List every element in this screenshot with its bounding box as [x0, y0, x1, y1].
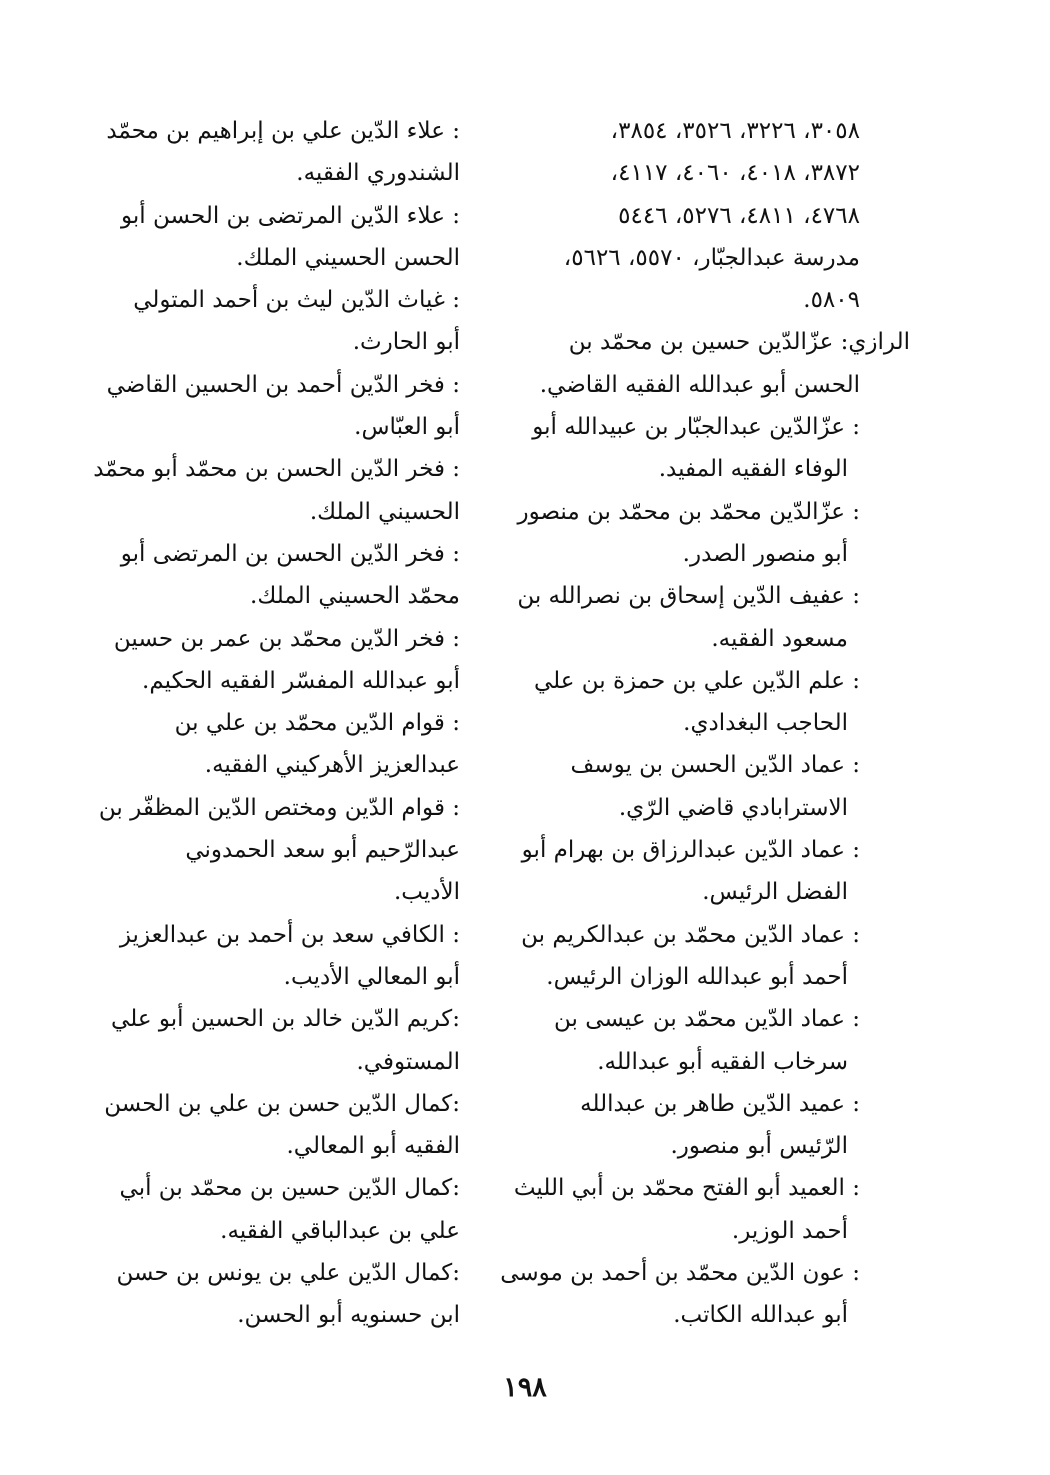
- text-line: : قوام الدّين ومختص الدّين المظفّر بن: [98, 794, 460, 821]
- text-line: : عماد الدّين محمّد بن عبدالكريم بن: [521, 921, 860, 948]
- text-line: : عميد الدّين طاهر بن عبدالله: [580, 1090, 860, 1117]
- text-line: أحمد الوزير.: [731, 1217, 848, 1244]
- text-line: ابن حسنويه أبو الحسن.: [237, 1302, 460, 1329]
- text-line: : علم الدّين علي بن حمزة بن علي: [533, 667, 860, 694]
- text-line: : عماد الدّين الحسن بن يوسف: [570, 752, 860, 779]
- text-line: ٤٧٦٨، ٤٨١١، ٥٢٧٦، ٥٤٤٦: [618, 202, 860, 229]
- right-column: [500, 110, 910, 1337]
- text-line: : عماد الدّين محمّد بن عيسى بن: [554, 1006, 860, 1033]
- text-line: ٣٨٧٢، ٤٠١٨، ٤٠٦٠، ٤١١٧،: [610, 160, 860, 187]
- left-column: [93, 110, 460, 1337]
- text-line: أبو منصور الصدر.: [682, 540, 848, 567]
- text-line: : علاء الدّين علي بن إبراهيم بن محمّد: [106, 118, 460, 144]
- text-line: :كريم الدّين خالد بن الحسين أبو علي: [111, 1006, 460, 1033]
- text-line: الأديب.: [393, 879, 460, 906]
- text-line: : عفيف الدّين إسحاق بن نصرالله بن: [517, 583, 860, 610]
- text-line: : علاء الدّين المرتضى بن الحسن أبو: [120, 202, 460, 229]
- text-line: : العميد أبو الفتح محمّد بن أبي الليث: [513, 1175, 860, 1202]
- text-line: : قوام الدّين محمّد بن علي بن: [174, 710, 460, 737]
- text-line: المستوفي.: [356, 1048, 460, 1075]
- text-line: :كمال الدّين حسين بن محمّد بن أبي: [119, 1175, 460, 1202]
- text-line: ٣٠٥٨، ٣٢٢٦، ٣٥٢٦، ٣٨٥٤،: [610, 118, 860, 144]
- text-line: عبدالرّحيم أبو سعد الحمدوني: [185, 837, 460, 864]
- text-line: : غياث الدّين ليث بن أحمد المتولي: [133, 287, 460, 314]
- text-line: الوفاء الفقيه المفيد.: [658, 456, 848, 483]
- text-line: الرازي: عزّالدّين حسين بن محمّد بن: [568, 329, 910, 356]
- text-line: :كمال الدّين حسن بن علي بن الحسن: [104, 1090, 460, 1117]
- text-line: ٥٨٠٩.: [803, 287, 860, 314]
- text-line: :كمال الدّين علي بن يونس بن حسن: [116, 1260, 460, 1287]
- text-line: أبو المعالي الأديب.: [283, 963, 460, 990]
- text-line: الفقيه أبو المعالي.: [286, 1133, 460, 1160]
- text-line: أبو العبّاس.: [354, 414, 460, 441]
- text-line: : فخر الدّين الحسن بن محمّد أبو محمّد: [93, 456, 460, 483]
- text-line: مدرسة عبدالجبّار، ٥٥٧٠، ٥٦٢٦،: [563, 244, 860, 271]
- text-line: علي بن عبدالباقي الفقيه.: [220, 1217, 460, 1244]
- text-line: الحسيني الملك.: [309, 498, 460, 525]
- text-line: : عزّالدّين عبدالجبّار بن عبيدالله أبو: [532, 414, 860, 441]
- text-line: أبو عبدالله المفسّر الفقيه الحكيم.: [142, 667, 460, 694]
- text-line: مسعود الفقيه.: [711, 625, 848, 652]
- text-line: الحسن أبو عبدالله الفقيه القاضي.: [539, 371, 860, 398]
- text-line: الحاجب البغدادي.: [683, 710, 848, 737]
- text-line: عبدالعزيز الأهركيني الفقيه.: [204, 752, 460, 779]
- text-line: الحسن الحسيني الملك.: [236, 244, 460, 271]
- text-line: أبو عبدالله الكاتب.: [673, 1302, 848, 1329]
- text-line: محمّد الحسيني الملك.: [250, 583, 460, 610]
- text-line: الاسترابادي قاضي الرّي.: [618, 794, 848, 821]
- text-line: الفضل الرئيس.: [702, 879, 848, 906]
- text-line: الشندوري الفقيه.: [296, 160, 460, 187]
- text-line: : فخر الدّين محمّد بن عمر بن حسين: [113, 625, 460, 652]
- text-line: : فخر الدّين الحسن بن المرتضى أبو: [120, 540, 460, 567]
- text-line: سرخاب الفقيه أبو عبدالله.: [597, 1048, 848, 1075]
- page-number: ١٩٨: [503, 1372, 547, 1403]
- text-line: : عماد الدّين عبدالرزاق بن بهرام أبو: [521, 837, 860, 864]
- text-line: : عزّالدّين محمّد بن محمّد بن منصور: [517, 498, 860, 525]
- text-line: الرّئيس أبو منصور.: [670, 1133, 848, 1160]
- text-line: : الكافي سعد بن أحمد بن عبدالعزيز: [119, 921, 460, 948]
- text-line: أحمد أبو عبدالله الوزان الرئيس.: [546, 963, 848, 990]
- text-line: : فخر الدّين أحمد بن الحسين القاضي: [106, 371, 460, 398]
- text-line: أبو الحارث.: [352, 329, 460, 356]
- text-line: : عون الدّين محمّد بن أحمد بن موسى: [500, 1260, 860, 1287]
